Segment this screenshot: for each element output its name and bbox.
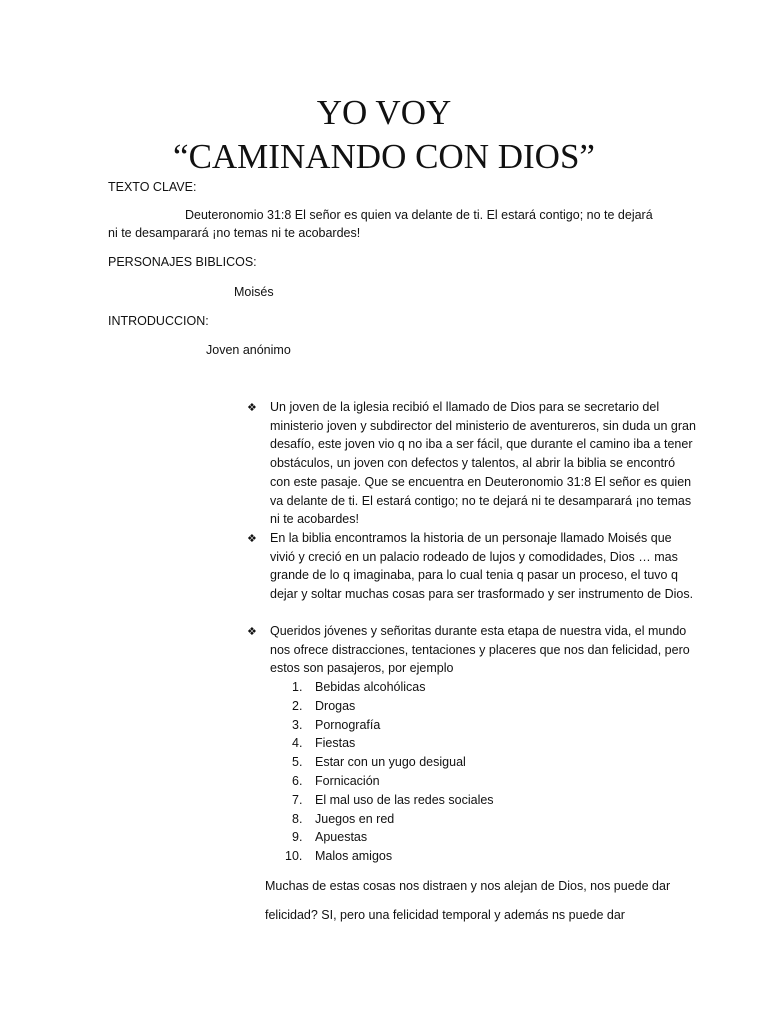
introduction-label: INTRODUCCION:	[108, 314, 209, 328]
list-item: 9. Apuestas	[292, 830, 368, 845]
characters-value: Moisés	[234, 285, 274, 299]
title-line-1: YO VOY	[316, 93, 452, 132]
list-item: 10. Malos amigos	[285, 849, 393, 864]
bullet-item	[247, 529, 697, 604]
bullet-item	[247, 398, 697, 529]
list-item: 5. Estar con un yugo desigual	[292, 755, 466, 770]
key-text-line-2: ni te desamparará ¡no temas ni te acobardes!	[108, 226, 361, 240]
closing-paragraph: Muchas de estas cosas nos distraen y nos alejan de Dios, nos puede dar felicidad? SI, pero una felicidad temporal y además ns puede dar	[265, 879, 671, 922]
key-text-label: TEXTO CLAVE:	[108, 180, 197, 194]
list-item: 8. Juegos en red	[292, 811, 395, 826]
bullet-text: Un joven de la iglesia recibió el llamado de Dios para se secretario del ministerio joven y subdirector del ministerio de aventureros, sin duda un gran desafío, este joven vio q no iba a ser fácil, que durante el camino iba a tener obstáculos, un joven con defectos y talentos, al abrir la biblia se encontró con este pasaje. Que se encuentra en Deuteronomio 31:8 El señor es quien va delante de ti. El estará contigo; no te dejará ni te desamparará ¡no temas ni te acobardes!	[270, 400, 696, 527]
list-item: 7. El mal uso de las redes sociales	[292, 792, 494, 807]
introduction-value: Joven anónimo	[206, 343, 291, 357]
list-item: 2. Drogas	[292, 698, 356, 713]
diamond-bullet-icon: ❖	[247, 532, 257, 545]
diamond-bullet-icon: ❖	[247, 401, 257, 414]
list-item: 3. Pornografía	[292, 717, 381, 732]
key-text-line-1: Deuteronomio 31:8 El señor es quien va delante de ti. El estará contigo; no te dejará	[185, 208, 653, 222]
list-item: 1. Bebidas alcohólicas	[292, 680, 426, 694]
bullet-text: Queridos jóvenes y señoritas durante esta etapa de nuestra vida, el mundo nos ofrece distracciones, tentaciones y placeres que nos dan felicidad, pero estos son pasajeros, por ejemplo	[270, 624, 690, 676]
bullet-item	[247, 622, 697, 678]
diamond-bullet-icon: ❖	[247, 625, 257, 638]
characters-label: PERSONAJES BIBLICOS:	[108, 255, 257, 269]
examples-list	[285, 678, 494, 866]
list-item: 4. Fiestas	[292, 736, 356, 751]
title-line-2: “CAMINANDO CON DIOS”	[173, 137, 595, 176]
bullet-text: En la biblia encontramos la historia de un personaje llamado Moisés que vivió y creció en un palacio rodeado de lujos y comodidades, Dios … mas grande de lo q imaginaba, para lo cual tenia q pasar un proceso, el tuvo q dejar y soltar muchas cosas para ser trasformado y ser instrumento de Dios.	[270, 531, 694, 602]
list-item: 6. Fornicación	[292, 773, 380, 788]
